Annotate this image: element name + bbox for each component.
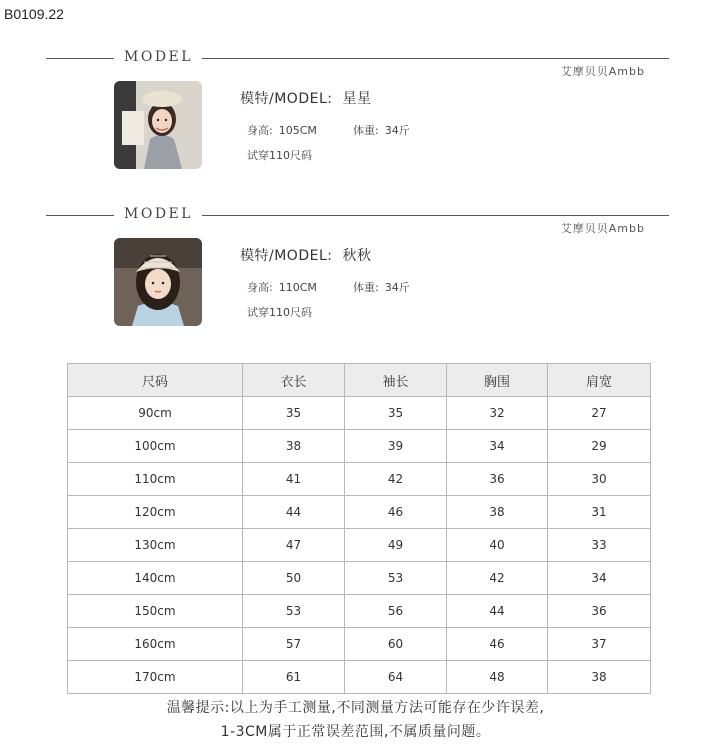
model-height: [247, 122, 317, 138]
section-rule-left: [46, 215, 114, 216]
brand-label: 艾摩贝贝Ambb: [560, 222, 645, 235]
cell-length: 47: [243, 529, 345, 562]
cell-shoulder: 30: [548, 463, 651, 496]
cell-size: 120cm: [68, 496, 243, 529]
cell-sleeve: 49: [345, 529, 447, 562]
weight-label: 体重:: [353, 124, 379, 137]
table-body: [68, 397, 651, 694]
cell-length: 50: [243, 562, 345, 595]
cell-shoulder: 27: [548, 397, 651, 430]
cell-chest: 48: [447, 661, 548, 694]
brand-label: 艾摩贝贝Ambb: [560, 65, 645, 78]
section-label: MODEL: [124, 49, 194, 65]
cell-chest: 42: [447, 562, 548, 595]
model-section-2: [0, 206, 711, 355]
header-shoulder: 肩宽: [548, 364, 651, 397]
cell-sleeve: 46: [345, 496, 447, 529]
cell-length: 38: [243, 430, 345, 463]
table-header-row: [68, 364, 651, 397]
cell-sleeve: 56: [345, 595, 447, 628]
cell-shoulder: 34: [548, 562, 651, 595]
cell-shoulder: 33: [548, 529, 651, 562]
size-chart-table: [67, 363, 651, 694]
height-value: 110CM: [278, 281, 317, 294]
try-on-size: 试穿110尺码: [247, 306, 312, 319]
table-row: [68, 628, 651, 661]
height-label: 身高:: [247, 281, 273, 294]
cell-chest: 32: [447, 397, 548, 430]
cell-size: 100cm: [68, 430, 243, 463]
cell-sleeve: 53: [345, 562, 447, 595]
model-name: [240, 88, 371, 108]
cell-shoulder: 38: [548, 661, 651, 694]
cell-length: 41: [243, 463, 345, 496]
header-sleeve: 袖长: [345, 364, 447, 397]
cell-size: 110cm: [68, 463, 243, 496]
model-photo: [114, 81, 202, 169]
cell-size: 150cm: [68, 595, 243, 628]
table-row: [68, 430, 651, 463]
cell-chest: 36: [447, 463, 548, 496]
cell-chest: 44: [447, 595, 548, 628]
cell-shoulder: 36: [548, 595, 651, 628]
note-line-1: 温馨提示:以上为手工测量,不同测量方法可能存在少许误差,: [166, 700, 545, 716]
cell-size: 140cm: [68, 562, 243, 595]
model-name-value: 秋秋: [342, 248, 372, 264]
cell-sleeve: 42: [345, 463, 447, 496]
model-name-label: 模特/MODEL:: [240, 248, 333, 264]
cell-length: 44: [243, 496, 345, 529]
cell-length: 57: [243, 628, 345, 661]
cell-chest: 38: [447, 496, 548, 529]
header-size: 尺码: [68, 364, 243, 397]
model-name-value: 星星: [342, 91, 372, 107]
section-label: MODEL: [124, 206, 194, 222]
cell-sleeve: 60: [345, 628, 447, 661]
cell-sleeve: 39: [345, 430, 447, 463]
cell-shoulder: 29: [548, 430, 651, 463]
header-chest: 胸围: [447, 364, 548, 397]
model-photo-image: [114, 238, 202, 326]
cell-size: 130cm: [68, 529, 243, 562]
table-row: [68, 463, 651, 496]
cell-sleeve: 64: [345, 661, 447, 694]
header-length: 衣长: [243, 364, 345, 397]
cell-shoulder: 37: [548, 628, 651, 661]
cell-length: 61: [243, 661, 345, 694]
model-section-1: [0, 49, 711, 198]
table-row: [68, 496, 651, 529]
table-row: [68, 562, 651, 595]
cell-chest: 46: [447, 628, 548, 661]
weight-label: 体重:: [353, 281, 379, 294]
model-name: [240, 245, 371, 265]
cell-chest: 40: [447, 529, 548, 562]
height-value: 105CM: [278, 124, 317, 137]
table-row: [68, 661, 651, 694]
model-weight: [353, 122, 410, 138]
section-rule-right: [202, 215, 669, 216]
cell-shoulder: 31: [548, 496, 651, 529]
model-name-label: 模特/MODEL:: [240, 91, 333, 107]
cell-length: 53: [243, 595, 345, 628]
cell-size: 160cm: [68, 628, 243, 661]
note-line-2: 1-3CM属于正常误差范围,不属质量问题。: [220, 724, 491, 740]
height-label: 身高:: [247, 124, 273, 137]
table-row: [68, 595, 651, 628]
weight-value: 34斤: [384, 281, 410, 294]
product-code: B0109.22: [4, 6, 64, 22]
model-photo: [114, 238, 202, 326]
try-on-size: 试穿110尺码: [247, 149, 312, 162]
table-row: [68, 397, 651, 430]
cell-chest: 34: [447, 430, 548, 463]
section-rule-left: [46, 58, 114, 59]
model-photo-image: [114, 81, 202, 169]
model-height: [247, 279, 317, 295]
cell-size: 170cm: [68, 661, 243, 694]
cell-size: 90cm: [68, 397, 243, 430]
weight-value: 34斤: [384, 124, 410, 137]
cell-length: 35: [243, 397, 345, 430]
cell-sleeve: 35: [345, 397, 447, 430]
section-rule-right: [202, 58, 669, 59]
table-row: [68, 529, 651, 562]
model-weight: [353, 279, 410, 295]
